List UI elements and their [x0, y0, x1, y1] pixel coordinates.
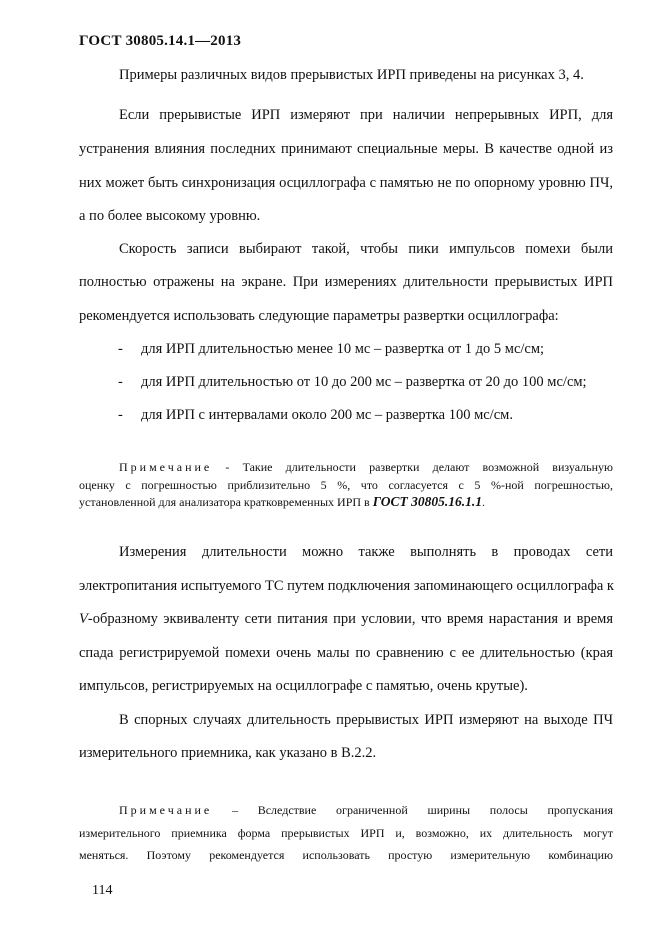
bullet-item: для ИРП длительностью менее 10 мс – развертка от 1 до 5 мс/см;: [141, 341, 545, 357]
note-line: меняться. Поэтому рекомендуется использовать простую измерительную комбинацию: [79, 848, 613, 862]
paragraph-line: измерительного приемника, как указано в В.2.2.: [79, 745, 377, 761]
note-line: [79, 494, 613, 510]
paragraph-line: Примеры различных видов прерывистых ИРП приведены на рисунках 3, 4.: [119, 67, 584, 83]
paragraph-line: Скорость записи выбирают такой, чтобы пики импульсов помехи были: [119, 241, 613, 257]
bullet-mark: -: [118, 374, 123, 390]
note-label: Примечание: [119, 460, 213, 474]
document-header: ГОСТ 30805.14.1—2013: [79, 33, 242, 49]
note-line: [79, 802, 613, 818]
note-text: – Вследствие ограниченной ширины полосы пропускания: [212, 803, 613, 817]
paragraph-line: электропитания испытуемого ТС путем подключения запоминающего осциллографа к: [79, 578, 614, 594]
bullet-item: для ИРП с интервалами около 200 мс – развертка 100 мс/см.: [141, 407, 513, 423]
note-text: .: [481, 495, 485, 509]
paragraph-line: полностью отражены на экране. При измерениях длительности прерывистых ИРП: [79, 274, 613, 290]
paragraph-line: спада регистрируемой помехи очень малы по сравнению с ее длительностью (края: [79, 645, 613, 661]
paragraph-line: рекомендуется использовать следующие параметры развертки осциллографа:: [79, 308, 559, 324]
paragraph-line: устранения влияния последних принимают специальные меры. В качестве одной из: [79, 141, 613, 157]
paragraph-line: а по более высокому уровню.: [79, 208, 261, 224]
paragraph-line: Если прерывистые ИРП измеряют при наличии непрерывных ИРП, для: [119, 107, 613, 123]
note-line: измерительного приемника форма прерывистых ИРП и, возможно, их длительность могут: [79, 826, 613, 840]
paragraph-line: импульсов, регистрируемых на осциллографе с памятью, очень крутые).: [79, 678, 528, 694]
bullet-item: для ИРП длительностью от 10 до 200 мс – развертка от 20 до 100 мс/см;: [141, 374, 587, 390]
standard-reference: ГОСТ 30805.16.1.1: [372, 494, 482, 509]
note-line: оценку с погрешностью приблизительно 5 %, что согласуется с 5 %-ной погрешностью,: [79, 478, 613, 492]
note-label: Примечание: [119, 803, 213, 817]
paragraph-text: -образному эквиваленту сети питания при условии, что время нарастания и время: [87, 611, 613, 627]
page-number: 114: [92, 883, 113, 898]
paragraph-line: [79, 610, 613, 628]
paragraph-line: Измерения длительности можно также выполнять в проводах сети: [119, 544, 613, 560]
note-line: [79, 459, 613, 475]
italic-letter: V: [79, 611, 88, 627]
note-text: - Такие длительности развертки делают возможной визуальную: [212, 460, 613, 474]
note-text: установленной для анализатора кратковременных ИРП в: [79, 495, 373, 509]
bullet-mark: -: [118, 341, 123, 357]
paragraph-line: В спорных случаях длительность прерывистых ИРП измеряют на выходе ПЧ: [119, 712, 613, 728]
paragraph-line: них может быть синхронизация осциллографа с памятью не по опорному уровню ПЧ,: [79, 175, 613, 191]
bullet-mark: -: [118, 407, 123, 423]
